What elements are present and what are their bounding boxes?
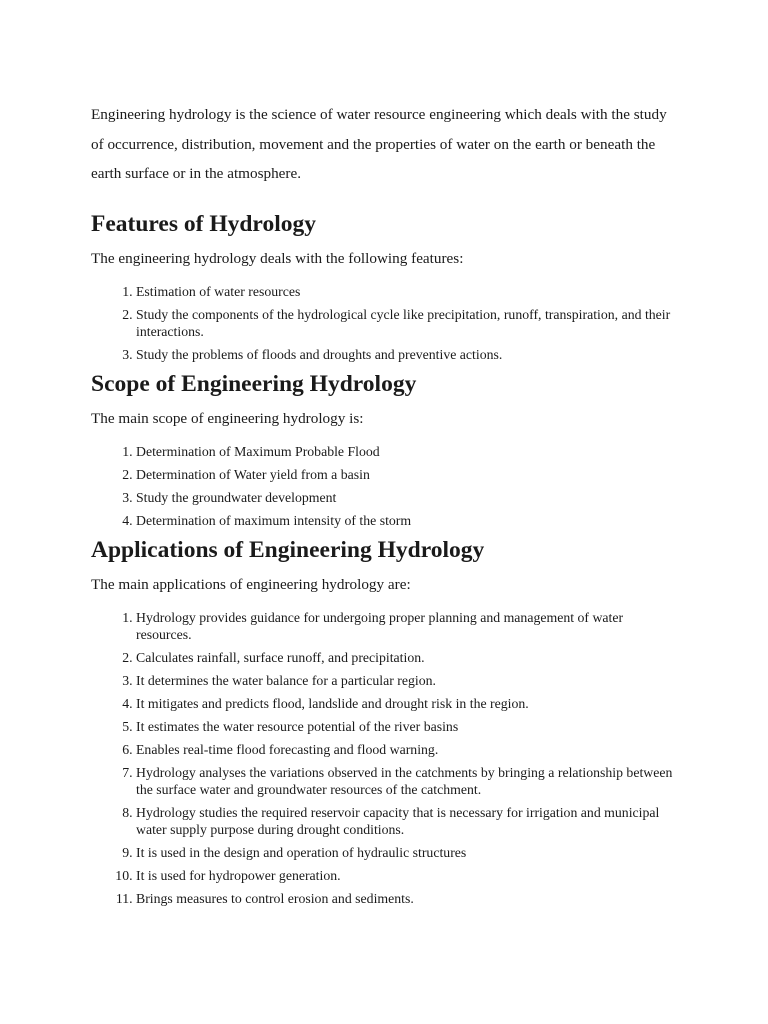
list-item: 6. Enables real-time flood forecasting and flood warning. [136, 741, 678, 758]
features-list [91, 283, 678, 363]
section-heading-features: Features of Hydrology [91, 210, 316, 237]
applications-list [91, 609, 678, 907]
list-item: 2. Calculates rainfall, surface runoff, and precipitation. [136, 649, 678, 666]
list-item: 1. Determination of Maximum Probable Flood [136, 443, 678, 460]
section-heading-applications: Applications of Engineering Hydrology [91, 536, 485, 563]
list-item: 3. Study the problems of floods and droughts and preventive actions. [136, 346, 678, 363]
list-item: 3. It determines the water balance for a particular region. [136, 672, 678, 689]
section-applications [91, 535, 678, 907]
list-item: 8. Hydrology studies the required reservoir capacity that is necessary for irrigation and municipal water supply purpose during drought conditions. [136, 804, 678, 838]
section-features [91, 209, 678, 363]
list-item: 5. It estimates the water resource potential of the river basins [136, 718, 678, 735]
list-item: 11. Brings measures to control erosion and sediments. [136, 890, 678, 907]
list-item: 10. It is used for hydropower generation. [136, 867, 678, 884]
scope-list [91, 443, 678, 529]
section-scope [91, 369, 678, 529]
list-item: 2. Determination of Water yield from a basin [136, 466, 678, 483]
list-item: 1. Estimation of water resources [136, 283, 678, 300]
list-item: 9. It is used in the design and operation of hydraulic structures [136, 844, 678, 861]
intro-paragraph: Engineering hydrology is the science of water resource engineering which deals with the study of occurrence, distribution, movement and the properties of water on the earth or beneath the earth surface or in the atmosphere. [91, 106, 667, 182]
section-lead-scope: The main scope of engineering hydrology is: [91, 409, 364, 427]
section-lead-features: The engineering hydrology deals with the following features: [91, 249, 464, 267]
list-item: 7. Hydrology analyses the variations observed in the catchments by bringing a relationship between the surface water and groundwater resources of the catchment. [136, 764, 678, 798]
section-heading-scope: Scope of Engineering Hydrology [91, 370, 417, 397]
section-lead-applications: The main applications of engineering hydrology are: [91, 575, 411, 593]
list-item: 4. It mitigates and predicts flood, landslide and drought risk in the region. [136, 695, 678, 712]
list-item: 3. Study the groundwater development [136, 489, 678, 506]
list-item: 1. Hydrology provides guidance for undergoing proper planning and management of water resources. [136, 609, 678, 643]
list-item: 4. Determination of maximum intensity of the storm [136, 512, 678, 529]
list-item: 2. Study the components of the hydrological cycle like precipitation, runoff, transpiration, and their interactions. [136, 306, 678, 340]
